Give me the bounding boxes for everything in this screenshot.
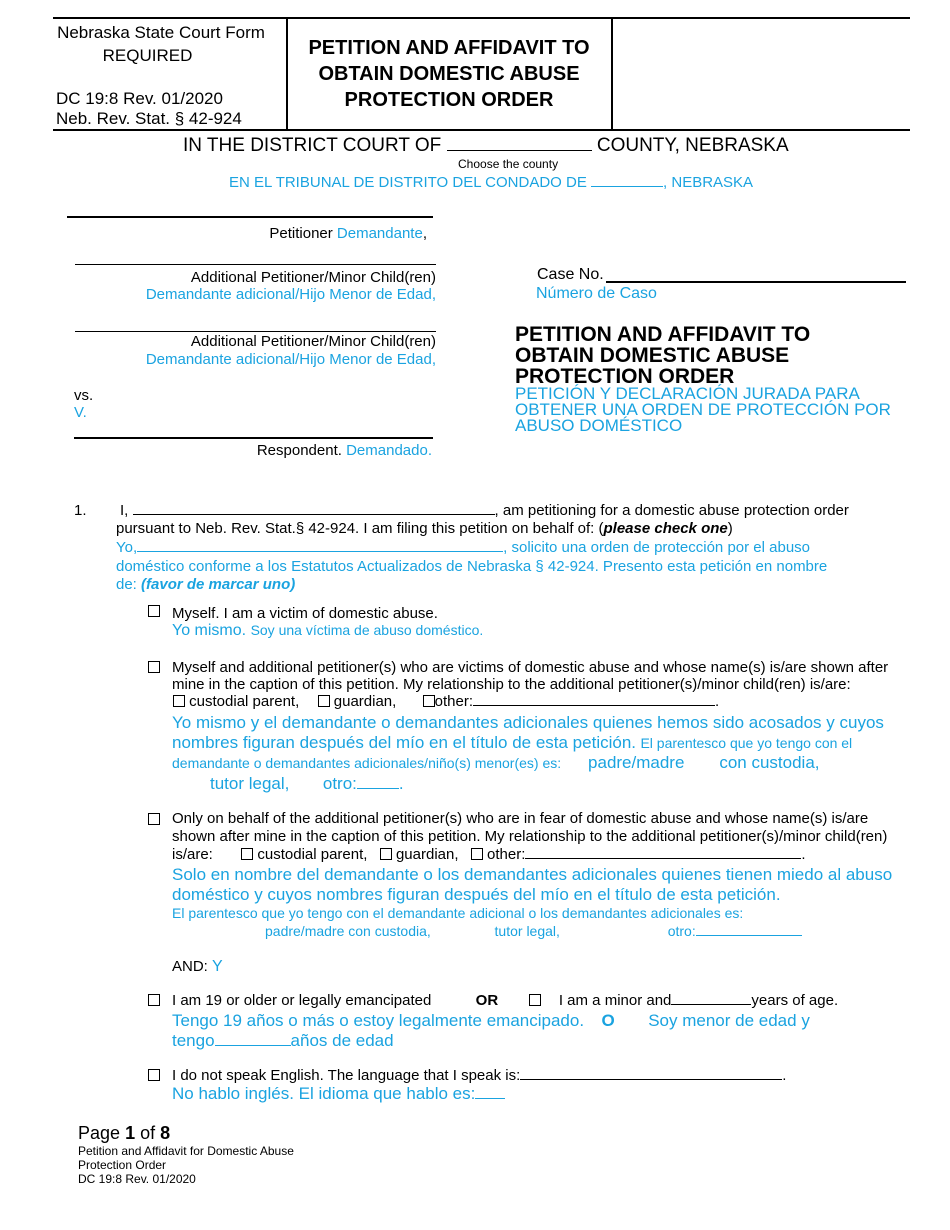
- option-2-es-line2: nombres figuran después del mío en el título de esta petición. El parentesco que yo tengo con el: [172, 733, 853, 752]
- option-2-line1: Myself and additional petitioner(s) who are victims of domestic abuse and whose name(s) is/are shown after: [172, 659, 889, 676]
- page-number: Page 1 of 8: [78, 1123, 171, 1143]
- and-label: AND: Y: [172, 958, 223, 975]
- form-revision: DC 19:8 Rev. 01/2020: [56, 89, 223, 108]
- addl-petitioner-2-label: Additional Petitioner/Minor Child(ren): [190, 333, 436, 350]
- language-line: I do not speak English. The language that I speak is: .: [172, 1067, 787, 1084]
- language-field[interactable]: [520, 1067, 782, 1080]
- vs-label: vs.: [74, 387, 94, 404]
- guardian-checkbox-2[interactable]: [380, 848, 392, 860]
- option-3-line1: Only on behalf of the additional petitioner(s) who are in fear of domestic abuse and whose name(s) is/are: [172, 810, 869, 827]
- age-es-line1: Tengo 19 años o más o estoy legalmente emancipado. O Soy menor de edad y: [172, 1011, 810, 1030]
- case-no-label: Case No.: [537, 266, 604, 283]
- addl-petitioner-2-label-es: Demandante adicional/Hijo Menor de Edad,: [145, 351, 436, 368]
- form-statute: Neb. Rev. Stat. § 42-924: [56, 109, 242, 128]
- language-es-line: No hablo inglés. El idioma que hablo es:: [172, 1083, 505, 1104]
- case-no-label-es: Número de Caso: [536, 285, 657, 302]
- option-others-only-checkbox[interactable]: [148, 813, 160, 825]
- addl-petitioner-1-label: Additional Petitioner/Minor Child(ren): [190, 269, 436, 286]
- section-1-number: 1.: [74, 502, 87, 519]
- section-1-es-line2: doméstico conforme a los Estatutos Actualizados de Nebraska § 42-924. Presento esta petición en nombre: [116, 558, 828, 575]
- respondent-name-line[interactable]: [74, 437, 433, 439]
- age-es-line2: tengo años de edad: [172, 1031, 394, 1050]
- form-name: Nebraska State Court Form: [57, 23, 265, 42]
- age-line: I am 19 or older or legally emancipated OR I am a minor and years of age.: [172, 992, 839, 1009]
- court-line-es: EN EL TRIBUNAL DE DISTRITO DEL CONDADO DE , NEBRASKA: [229, 174, 754, 191]
- addl-petitioner-2-line[interactable]: [75, 331, 436, 332]
- option-3-es-line2: doméstico y cuyos nombres figuran después del mío en el título de esta petición.: [172, 885, 781, 904]
- form-required: REQUIRED: [102, 46, 193, 65]
- petitioner-full-name-field[interactable]: [133, 502, 495, 515]
- custodial-parent-checkbox[interactable]: [173, 695, 185, 707]
- caption-title: PETITION AND AFFIDAVIT TO OBTAIN DOMESTIC ABUSE PROTECTION ORDER: [515, 323, 811, 388]
- option-2-line2: mine in the caption of this petition. My relationship to the additional petitioner(s)/minor child(ren) is/are:: [172, 676, 851, 693]
- option-3-line2: shown after mine in the caption of this petition. My relationship to the additional petitioner(s)/minor child(ren): [172, 828, 888, 845]
- other-relationship-field[interactable]: [473, 693, 715, 706]
- petitioner-label: Petitioner Demandante,: [269, 225, 427, 242]
- option-3-es-line1: Solo en nombre del demandante o los demandantes adicionales quienes tienen miedo al abuso: [172, 865, 893, 884]
- option-3-es-line3: El parentesco que yo tengo con el demandante adicional o los demandantes adicionales es:: [172, 905, 744, 921]
- option-3-es-line4: padre/madre con custodia, tutor legal, otro:: [265, 923, 802, 940]
- other-checkbox-2[interactable]: [471, 848, 483, 860]
- option-myself-label: Myself. I am a victim of domestic abuse.: [172, 605, 438, 622]
- county-field[interactable]: [447, 136, 592, 151]
- vs-label-es: V.: [74, 404, 87, 421]
- guardian-checkbox[interactable]: [318, 695, 330, 707]
- respondent-label: Respondent. Demandado.: [256, 442, 432, 459]
- minor-checkbox[interactable]: [529, 994, 541, 1006]
- section-1-line1: I, , am petitioning for a domestic abuse protection order: [120, 502, 849, 519]
- caption-title-es: PETICIÓN Y DECLARACIÓN JURADA PARA OBTENER UNA ORDEN DE PROTECCIÓN POR ABUSO DOMÉSTICO: [515, 384, 891, 435]
- footer-form-info: Petition and Affidavit for Domestic Abuse Protection Order DC 19:8 Rev. 01/2020: [78, 1144, 294, 1186]
- section-1-es-line1: Yo, , solicito una orden de protección por el abuso: [116, 539, 811, 556]
- section-1-es-line3: de: (favor de marcar uno): [116, 576, 296, 593]
- option-myself-label-es: Yo mismo. Soy una víctima de abuso doméstico.: [172, 622, 484, 639]
- petitioner-name-line[interactable]: [67, 216, 433, 218]
- addl-petitioner-1-label-es: Demandante adicional/Hijo Menor de Edad,: [145, 286, 436, 303]
- option-2-es-line1: Yo mismo y el demandante o demandantes adicionales quienes hemos sido acosados y cuyos: [172, 713, 884, 732]
- custodial-parent-checkbox-2[interactable]: [241, 848, 253, 860]
- option-myself-and-others-checkbox[interactable]: [148, 661, 160, 673]
- no-english-checkbox[interactable]: [148, 1069, 160, 1081]
- addl-petitioner-1-line[interactable]: [75, 264, 436, 265]
- option-3-relationships: is/are: custodial parent, guardian, other: .: [172, 846, 806, 863]
- age-19-checkbox[interactable]: [148, 994, 160, 1006]
- option-2-es-line3: demandante o demandantes adicionales/niño(s) menor(es) es: padre/madre con custodia,: [172, 753, 820, 772]
- county-hint: Choose the county: [458, 157, 559, 171]
- other-relationship-field-2[interactable]: [525, 846, 801, 859]
- section-1-line2: pursuant to Neb. Rev. Stat.§ 42-924. I am filing this petition on behalf of: (please check one): [116, 520, 733, 537]
- option-2-relationships: custodial parent, guardian, other: .: [173, 693, 719, 711]
- case-no-field[interactable]: [606, 281, 906, 283]
- other-checkbox[interactable]: [423, 695, 435, 707]
- option-myself-checkbox[interactable]: [148, 605, 160, 617]
- minor-age-field[interactable]: [671, 992, 751, 1005]
- option-2-es-line4: tutor legal, otro: .: [210, 774, 404, 793]
- court-line: IN THE DISTRICT COURT OF COUNTY, NEBRASKA: [183, 135, 789, 156]
- header-title: PETITION AND AFFIDAVIT TO OBTAIN DOMESTIC ABUSE PROTECTION ORDER: [308, 37, 590, 111]
